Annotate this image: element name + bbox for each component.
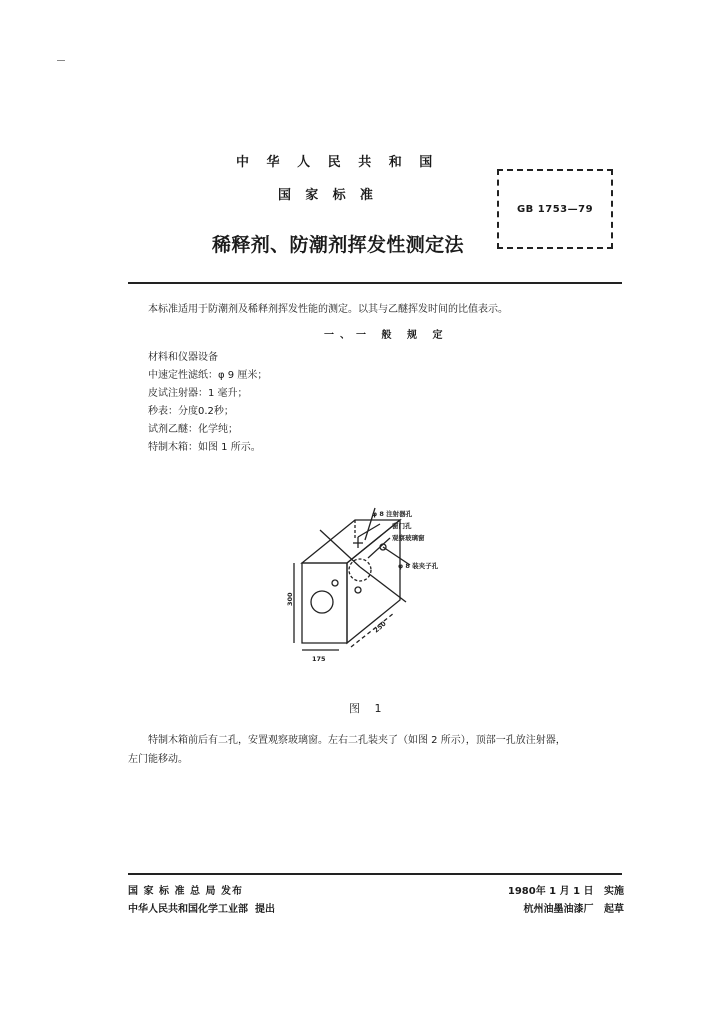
front-window-hole	[311, 591, 333, 613]
section-heading: 一、一 般 规 定	[324, 330, 449, 341]
standard-code: GB 1753—79	[516, 204, 594, 215]
material-item: 特制木箱：如图 1 所示。	[148, 442, 261, 453]
country-heading: 中华人民共和国	[236, 155, 450, 170]
box-front-face	[302, 563, 347, 643]
issuer-name: 国家标准总局	[128, 886, 221, 897]
proposer-name: 中华人民共和国化学工业部	[128, 904, 248, 915]
footer-drafter	[524, 900, 624, 915]
material-item: 中速定性滤纸：φ 9 厘米；	[148, 370, 268, 381]
materials-heading: 材料和仪器设备	[148, 352, 218, 363]
drafted-label: 起草	[604, 904, 624, 915]
material-item: 皮试注射器：1 毫升；	[148, 388, 248, 399]
effective-date: 1980年 1 月 1 日	[507, 886, 594, 897]
label-height: 300	[286, 592, 294, 606]
footer-effective	[508, 882, 624, 897]
front-small-hole	[332, 580, 338, 586]
label-door-hole: 窗门孔	[392, 522, 412, 530]
issued-label: 发布	[221, 886, 243, 897]
drafter-name: 杭州油墨油漆厂	[523, 904, 594, 915]
standard-type-heading: 国家标准	[278, 188, 388, 203]
label-width: 175	[312, 655, 326, 663]
figure-caption: 图 1	[349, 702, 387, 715]
label-syringe-hole: φ 8 注射器孔	[372, 510, 413, 518]
footer-issuer	[128, 882, 243, 897]
side-window-hole	[349, 559, 371, 581]
standard-code-box	[497, 169, 613, 249]
proposed-label: 提出	[254, 904, 275, 915]
wooden-box-diagram	[280, 500, 470, 665]
paragraph-line: 特制木箱前后有二孔，安置观察玻璃窗。左右二孔装夹了（如图 2 所示），顶部一孔放注射器，	[148, 735, 566, 746]
footer-divider	[128, 873, 622, 875]
label-clamp-hole: φ 8 装夹子孔	[398, 562, 439, 570]
effective-label: 实施	[604, 886, 624, 897]
label-depth: 250	[372, 619, 388, 635]
material-item: 试剂乙醚：化学纯；	[148, 424, 238, 435]
scan-mark	[57, 60, 65, 61]
header-divider	[128, 282, 622, 284]
label-glass-window: 观察玻璃窗	[392, 534, 425, 542]
footer-proposer	[128, 900, 275, 915]
paragraph-line: 左门能移动。	[128, 754, 188, 765]
intro-text: 本标准适用于防潮剂及稀释剂挥发性能的测定。以其与乙醚挥发时间的比值表示。	[148, 304, 508, 315]
material-item: 秒表：分度0.2秒；	[148, 406, 234, 417]
page-title: 稀释剂、防潮剂挥发性测定法	[212, 234, 464, 256]
